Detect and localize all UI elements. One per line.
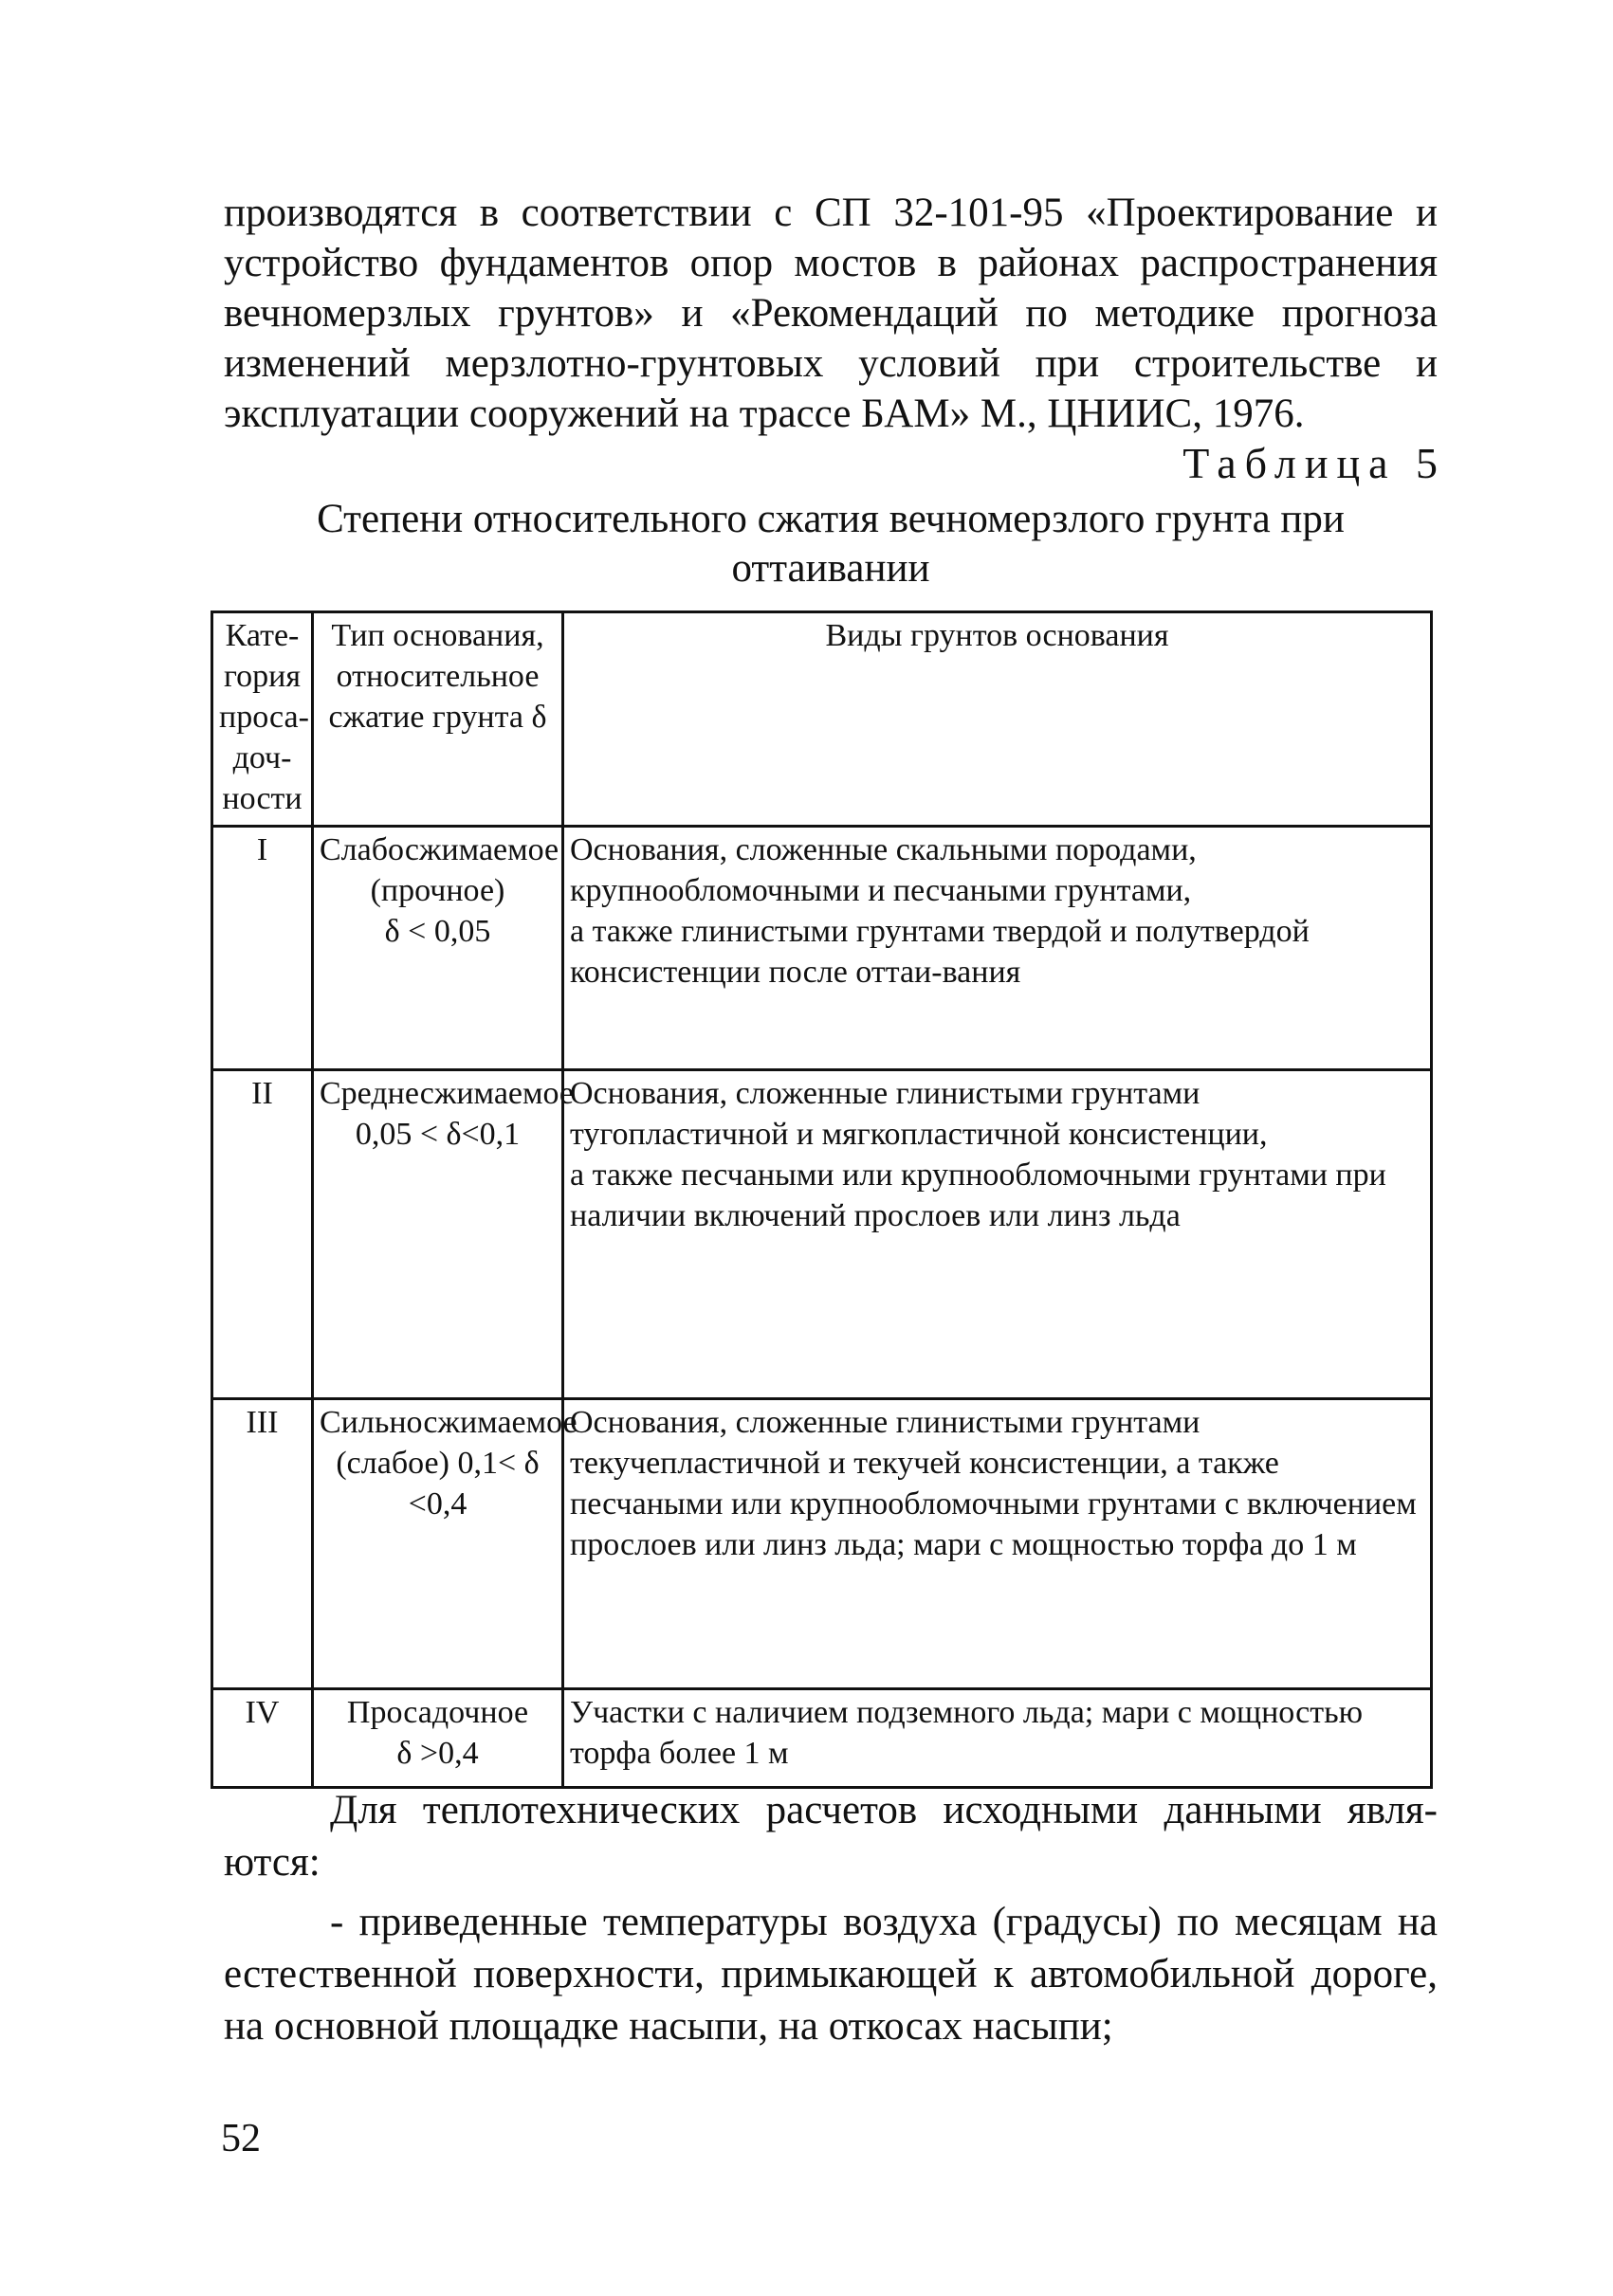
cell-category: I — [212, 827, 313, 1070]
cell-soil-types: Основания, сложенные глинистыми грунтами тугопластичной и мягкопластичной консистенции, а также песчаными или крупнообломочными грунтами при наличии включений прослоев или линз льда — [563, 1070, 1432, 1399]
cell-soil-types: Участки с наличием подземного льда; мари с мощностью торфа более 1 м — [563, 1689, 1432, 1788]
intro-paragraph: производятся в соответствии с СП 32-101-95 «Проектирование и устройство фундаментов опор мостов в районах распространения вечномерзлых грунтов» и «Рекомендаций по методике прогноза изменений мерзлотно-грунтовых условий при строительстве и эксплуатации сооружений на трассе БАМ» М., ЦНИИС, 1976. — [224, 191, 1438, 436]
table-header-row — [212, 612, 1432, 827]
cell-soil-types: Основания, сложенные глинистыми грунтами текучепластичной и текучей консистенции, а также песчаными или крупнообломочными грунтами с включением прослоев или линз льда; мари с мощностью торфа до 1 м — [563, 1399, 1432, 1689]
cell-base-type: Просадочное δ >0,4 — [313, 1689, 563, 1788]
soil-compression-table — [211, 610, 1433, 1789]
cell-category: III — [212, 1399, 313, 1689]
header-base-type: Тип основания, относительное сжатие грунта δ — [313, 612, 563, 827]
cell-category: II — [212, 1070, 313, 1399]
table-label: Таблица 5 — [1182, 439, 1446, 487]
table-row — [212, 1399, 1432, 1689]
table-title: Степени относительного сжатия вечномерзлого грунта при оттаивании — [317, 497, 1345, 591]
header-soil-types: Виды грунтов основания — [563, 612, 1432, 827]
closing-text — [224, 1784, 1438, 2052]
header-category: Кате- гория проса- доч- ности — [212, 612, 313, 827]
table-row — [212, 1689, 1432, 1788]
cell-base-type: Сильносжимаемое (слабое) 0,1< δ <0,4 — [313, 1399, 563, 1689]
table-row — [212, 1070, 1432, 1399]
table-row — [212, 827, 1432, 1070]
cell-category: IV — [212, 1689, 313, 1788]
cell-base-type: Среднесжимаемое 0,05 < δ<0,1 — [313, 1070, 563, 1399]
closing-paragraph-2: - приведенные температуры воздуха (градусы) по месяцам на естественной поверхности, примыкающей к автомобильной дороге, на основной площадке насыпи, на откосах насыпи; — [224, 1900, 1438, 2049]
cell-soil-types: Основания, сложенные скальными породами, крупнообломочными и песчаными грунтами, а также глинистыми грунтами твердой и полутвердой консистенции после оттаи-вания — [563, 827, 1432, 1070]
closing-paragraph-1: Для теплотехнических расчетов исходными данными явля-ются: — [224, 1788, 1438, 1885]
page-number: 52 — [221, 2117, 261, 2160]
cell-base-type: Слабосжимаемое (прочное) δ < 0,05 — [313, 827, 563, 1070]
